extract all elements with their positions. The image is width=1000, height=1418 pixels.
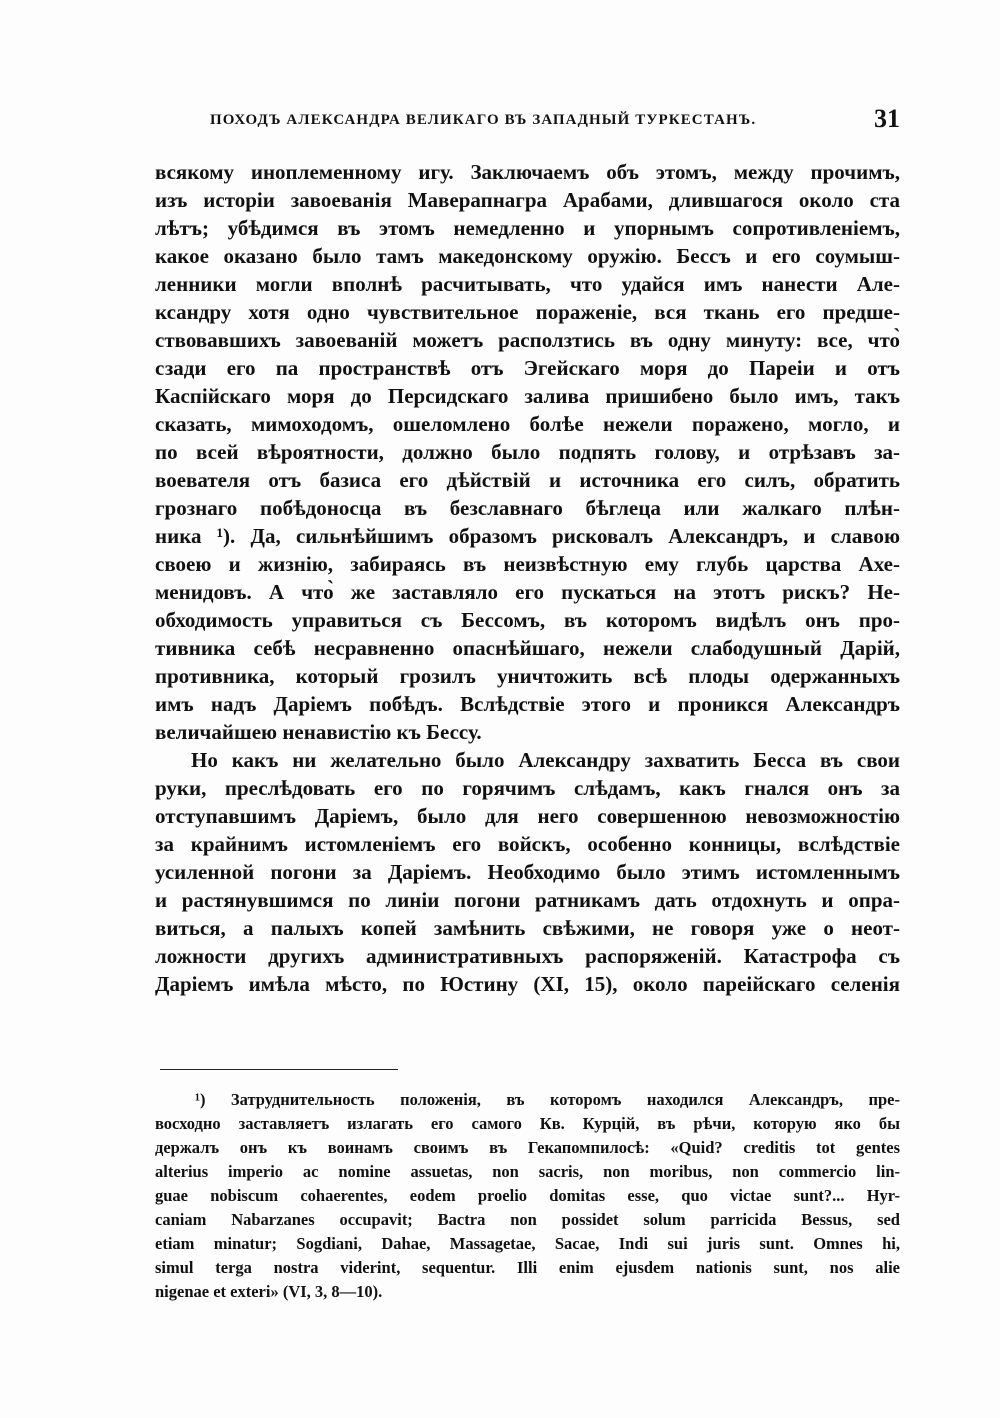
footnote-divider	[160, 1069, 398, 1070]
text-line: Даріемъ имѣла мѣсто, по Юстину (XI, 15), около пареійскаго селенія	[155, 972, 900, 996]
page-header	[210, 104, 900, 138]
text-line: обходимость управиться съ Бессомъ, въ которомъ видѣлъ онъ про-	[155, 608, 900, 632]
text-line: противника, который грозилъ уничтожить всѣ плоды одержанныхъ	[155, 664, 900, 688]
text-line: лѣтъ; убѣдимся въ этомъ немедленно и упорнымъ сопротивленіемъ,	[155, 216, 900, 240]
text-line: тивника себѣ несравненно опаснѣйшаго, нежели слабодушный Дарій,	[155, 636, 900, 660]
text-line: имъ надъ Даріемъ побѣдъ. Вслѣдствіе этого и проникся Александръ	[155, 692, 900, 716]
text-line: сзади его па пространствѣ отъ Эгейскаго моря до Пареіи и отъ	[155, 356, 900, 380]
text-line: и растянувшимся по линіи погони ратникамъ дать отдохнуть и опра-	[155, 888, 900, 912]
text-line: за крайнимъ истомленіемъ его войскъ, особенно конницы, вслѣдствіе	[155, 832, 900, 856]
text-line: сказать, мимоходомъ, ошеломлено болѣе нежели поражено, могло, и	[155, 412, 900, 436]
footnote	[155, 1088, 900, 1304]
text-line: величайшею ненавистію къ Бессу.	[155, 720, 482, 744]
footnote-line: caniam Nabarzanes occupavit; Bactra non possidet solum parricida Bessus, sed	[155, 1210, 900, 1229]
footnote-line: восходно заставляетъ излагать его самого Кв. Курцій, въ рѣчи, которую яко бы	[155, 1114, 900, 1133]
text-line: всякому иноплеменному игу. Заключаемъ объ этомъ, между прочимъ,	[155, 160, 900, 184]
footnote-line: держалъ онъ къ воинамъ своимъ въ Гекапомпилосѣ: «Quid? creditis tot gentes	[155, 1138, 900, 1157]
text-line: ника ¹). Да, сильнѣйшимъ образомъ рисковалъ Александръ, и славою	[155, 524, 900, 548]
paragraph-start-line: Но какъ ни желательно было Александру захватить Бесса въ свои	[191, 748, 900, 772]
text-line: усиленной погони за Даріемъ. Необходимо было этимъ истомленнымъ	[155, 860, 900, 884]
footnote-line: ¹) Затруднительность положенія, въ которомъ находился Александръ, пре-	[195, 1090, 900, 1109]
text-line: грознаго побѣдоносца въ безславнаго бѣглеца или жалкаго плѣн-	[155, 496, 900, 520]
footnote-line: nigenae et exteri» (VI, 3, 8—10).	[155, 1282, 383, 1301]
text-line: какое оказано было тамъ македонскому оружію. Бессъ и его соумыш-	[155, 244, 900, 268]
text-line: изъ исторіи завоеванія Маверапнагра Арабами, длившагося около ста	[155, 188, 900, 212]
footnote-line: guae nobiscum cohaerentes, eodem proelio domitas esse, quo victae sunt?... Hyr-	[155, 1186, 900, 1205]
text-line: ленники могли вполнѣ расчитывать, что удайся имъ нанести Але-	[155, 272, 900, 296]
text-line: руки, преслѣдовать его по горячимъ слѣдамъ, какъ гнался онъ за	[155, 776, 900, 800]
footnote-line: alterius imperio ac nomine assuetas, non sacris, non moribus, non commercio lin-	[155, 1162, 900, 1181]
text-line: Каспійскаго моря до Персидскаго залива пришибено было имъ, такъ	[155, 384, 900, 408]
text-line: ксандру хотя одно чувствительное пораженіе, вся ткань его предше-	[155, 300, 900, 324]
running-title: ПОХОДЪ АЛЕКСАНДРА ВЕЛИКАГО ВЪ ЗАПАДНЫЙ ТУРКЕСТАНЪ.	[210, 112, 757, 128]
main-text	[155, 158, 900, 998]
text-line: отступавшимъ Даріемъ, было для него совершенною невозможностію	[155, 804, 900, 828]
footnote-line: etiam minatur; Sogdiani, Dahae, Massagetae, Sacae, Indi sui juris sunt. Omnes hi,	[155, 1234, 900, 1253]
text-line: виться, а палыхъ копей замѣнить свѣжими, не говоря уже о неот-	[155, 916, 900, 940]
text-line: менидовъ. А что̀ же заставляло его пускаться на этотъ рискъ? Не-	[155, 580, 900, 604]
text-line: по всей вѣроятности, должно было подпять голову, и отрѣзавъ за-	[155, 440, 900, 464]
page-number: 31	[874, 104, 900, 133]
footnote-line: simul terga nostra viderint, sequentur. Illi enim ejusdem nationis sunt, nos alie	[155, 1258, 900, 1277]
text-line: ложности другихъ административныхъ распоряженій. Катастрофа съ	[155, 944, 900, 968]
text-line: воевателя отъ базиса его дѣйствій и источника его силъ, обратить	[155, 468, 900, 492]
text-line: ствовавшихъ завоеваній можетъ расползтись въ одну минуту: все, что̀	[155, 328, 900, 352]
text-line: своею и жизнію, забираясь въ неизвѣстную ему глубь царства Ахе-	[155, 552, 900, 576]
